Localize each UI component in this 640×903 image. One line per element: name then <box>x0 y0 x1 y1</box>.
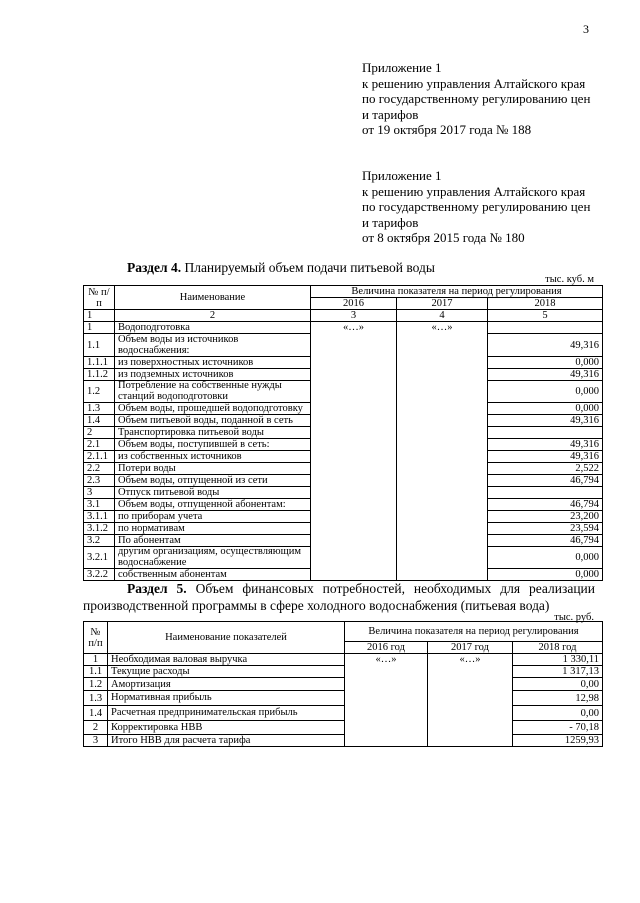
cell-2016: «…» <box>311 322 397 581</box>
row-number: 3 <box>84 735 108 747</box>
colnum: 1 <box>84 310 115 322</box>
cell-2017: «…» <box>397 322 488 581</box>
colnum: 5 <box>488 310 603 322</box>
appendix-line: и тарифов <box>362 214 419 230</box>
table-row <box>84 735 603 747</box>
appendix-line: и тарифов <box>362 106 419 122</box>
row-name: собственным абонентам <box>115 569 311 581</box>
row-name: Текущие расходы <box>108 666 345 678</box>
section4-label: Раздел 4. <box>127 260 182 275</box>
header-num: № п/п <box>84 622 108 654</box>
cell-2018 <box>488 322 603 334</box>
row-number: 1.3 <box>84 403 115 415</box>
row-number: 3.2 <box>84 535 115 547</box>
row-number: 1.1 <box>84 666 108 678</box>
section5-label: Раздел 5. <box>127 581 187 596</box>
table-row <box>84 322 603 334</box>
cell-2018 <box>488 427 603 439</box>
section5-unit: тыс. руб. <box>554 612 594 623</box>
header-name: Наименование показателей <box>108 622 345 654</box>
row-name: Отпуск питьевой воды <box>115 487 311 499</box>
row-name: Потребление на собственные нужды станций водоподготовки <box>115 381 311 403</box>
cell-2018: 23,594 <box>488 523 603 535</box>
row-number: 2.1 <box>84 439 115 451</box>
cell-2018: 49,316 <box>488 334 603 357</box>
row-number: 1.1 <box>84 334 115 357</box>
page-number: 3 <box>583 22 589 36</box>
row-number: 3.2.2 <box>84 569 115 581</box>
header-2016: 2016 год <box>345 642 428 654</box>
cell-2018: 1 317,13 <box>513 666 603 678</box>
header-name: Наименование <box>115 286 311 310</box>
cell-2018: 0,000 <box>488 381 603 403</box>
cell-2018: 0,00 <box>513 706 603 721</box>
row-name: по нормативам <box>115 523 311 535</box>
cell-2018: 0,00 <box>513 678 603 691</box>
row-name: Объем воды, отпущенной из сети <box>115 475 311 487</box>
colnum: 4 <box>397 310 488 322</box>
row-number: 1 <box>84 322 115 334</box>
row-number: 2.1.1 <box>84 451 115 463</box>
row-number: 1.4 <box>84 415 115 427</box>
row-number: 1.4 <box>84 706 108 721</box>
row-name: Объем воды из источников водоснабжения: <box>115 334 311 357</box>
section5-title <box>83 580 595 614</box>
row-number: 3.2.1 <box>84 547 115 569</box>
header-period: Величина показателя на период регулирования <box>311 286 603 298</box>
appendix-block-original <box>362 168 590 246</box>
row-name: Транспортировка питьевой воды <box>115 427 311 439</box>
header-2016: 2016 <box>311 298 397 310</box>
row-number: 1.2 <box>84 678 108 691</box>
row-number: 1.3 <box>84 691 108 706</box>
row-name: Нормативная прибыль <box>108 691 345 706</box>
section4-title-text: Планируемый объем подачи питьевой воды <box>184 260 435 275</box>
appendix-line: от 8 октября 2015 года № 180 <box>362 230 525 245</box>
appendix-block-current <box>362 60 590 138</box>
cell-2018: 46,794 <box>488 475 603 487</box>
row-name: другим организациям, осуществляющим водоснабжение <box>115 547 311 569</box>
cell-2018: 12,98 <box>513 691 603 706</box>
row-name: Водоподготовка <box>115 322 311 334</box>
appendix-line: Приложение 1 <box>362 60 442 75</box>
row-number: 2.3 <box>84 475 115 487</box>
row-name: Расчетная предпринимательская прибыль <box>108 706 345 721</box>
cell-2018: 23,200 <box>488 511 603 523</box>
colnum: 3 <box>311 310 397 322</box>
row-name: Амортизация <box>108 678 345 691</box>
appendix-line: по государственному регулированию цен <box>362 199 591 214</box>
appendix-line: по государственному регулированию цен <box>362 91 591 106</box>
row-name: Объем питьевой воды, поданной в сеть <box>115 415 311 427</box>
row-number: 1 <box>84 654 108 666</box>
cell-2018: 0,000 <box>488 403 603 415</box>
row-name: по приборам учета <box>115 511 311 523</box>
row-name: Итого НВВ для расчета тарифа <box>108 735 345 747</box>
row-name: из собственных источников <box>115 451 311 463</box>
cell-2018: 1 330,11 <box>513 654 603 666</box>
row-number: 3.1.2 <box>84 523 115 535</box>
section4-table <box>83 285 603 581</box>
header-2018: 2018 год <box>513 642 603 654</box>
cell-2018: 46,794 <box>488 535 603 547</box>
cell-2018: 0,000 <box>488 569 603 581</box>
header-period: Величина показателя на период регулирования <box>345 622 603 642</box>
row-number: 3.1 <box>84 499 115 511</box>
row-number: 3.1.1 <box>84 511 115 523</box>
appendix-line: к решению управления Алтайского края <box>362 75 586 91</box>
cell-2017: «…» <box>428 654 513 747</box>
row-number: 3 <box>84 487 115 499</box>
row-number: 2 <box>84 427 115 439</box>
table-row <box>84 666 603 678</box>
row-number: 1.1.1 <box>84 357 115 369</box>
cell-2018: 49,316 <box>488 451 603 463</box>
row-name: Объем воды, отпущенной абонентам: <box>115 499 311 511</box>
appendix-line: от 19 октября 2017 года № 188 <box>362 122 532 137</box>
colnum: 2 <box>115 310 311 322</box>
header-2017: 2017 год <box>428 642 513 654</box>
row-name: Объем воды, прошедшей водоподготовку <box>115 403 311 415</box>
cell-2018: 46,794 <box>488 499 603 511</box>
row-number: 2 <box>84 721 108 735</box>
header-2017: 2017 <box>397 298 488 310</box>
section5-title-text: Объем финансовых потребностей, необходимых для реализации производственной программы в сфере холодного водоснабжения (питьевая вода) <box>83 581 595 613</box>
cell-2018: - 70,18 <box>513 721 603 735</box>
table-row <box>84 721 603 735</box>
row-name: Потери воды <box>115 463 311 475</box>
row-name: Необходимая валовая выручка <box>108 654 345 666</box>
cell-2018: 2,522 <box>488 463 603 475</box>
row-name: По абонентам <box>115 535 311 547</box>
table-row <box>84 678 603 691</box>
cell-2018: 49,316 <box>488 439 603 451</box>
table-row <box>84 654 603 666</box>
cell-2016: «…» <box>345 654 428 747</box>
cell-2018: 0,000 <box>488 357 603 369</box>
appendix-line: Приложение 1 <box>362 168 442 183</box>
row-number: 1.2 <box>84 381 115 403</box>
section5-table <box>83 621 603 747</box>
appendix-line: к решению управления Алтайского края <box>362 183 586 199</box>
cell-2018: 49,316 <box>488 369 603 381</box>
table-row <box>84 691 603 706</box>
row-name: Корректировка НВВ <box>108 721 345 735</box>
cell-2018: 1259,93 <box>513 735 603 747</box>
section4-unit: тыс. куб. м <box>545 274 594 285</box>
header-num: № п/п <box>84 286 115 310</box>
row-number: 2.2 <box>84 463 115 475</box>
cell-2018: 49,316 <box>488 415 603 427</box>
table-row <box>84 706 603 721</box>
cell-2018: 0,000 <box>488 547 603 569</box>
row-name: Объем воды, поступившей в сеть: <box>115 439 311 451</box>
row-number: 1.1.2 <box>84 369 115 381</box>
row-name: из подземных источников <box>115 369 311 381</box>
section4-title <box>127 259 435 276</box>
row-name: из поверхностных источников <box>115 357 311 369</box>
header-2018: 2018 <box>488 298 603 310</box>
cell-2018 <box>488 487 603 499</box>
